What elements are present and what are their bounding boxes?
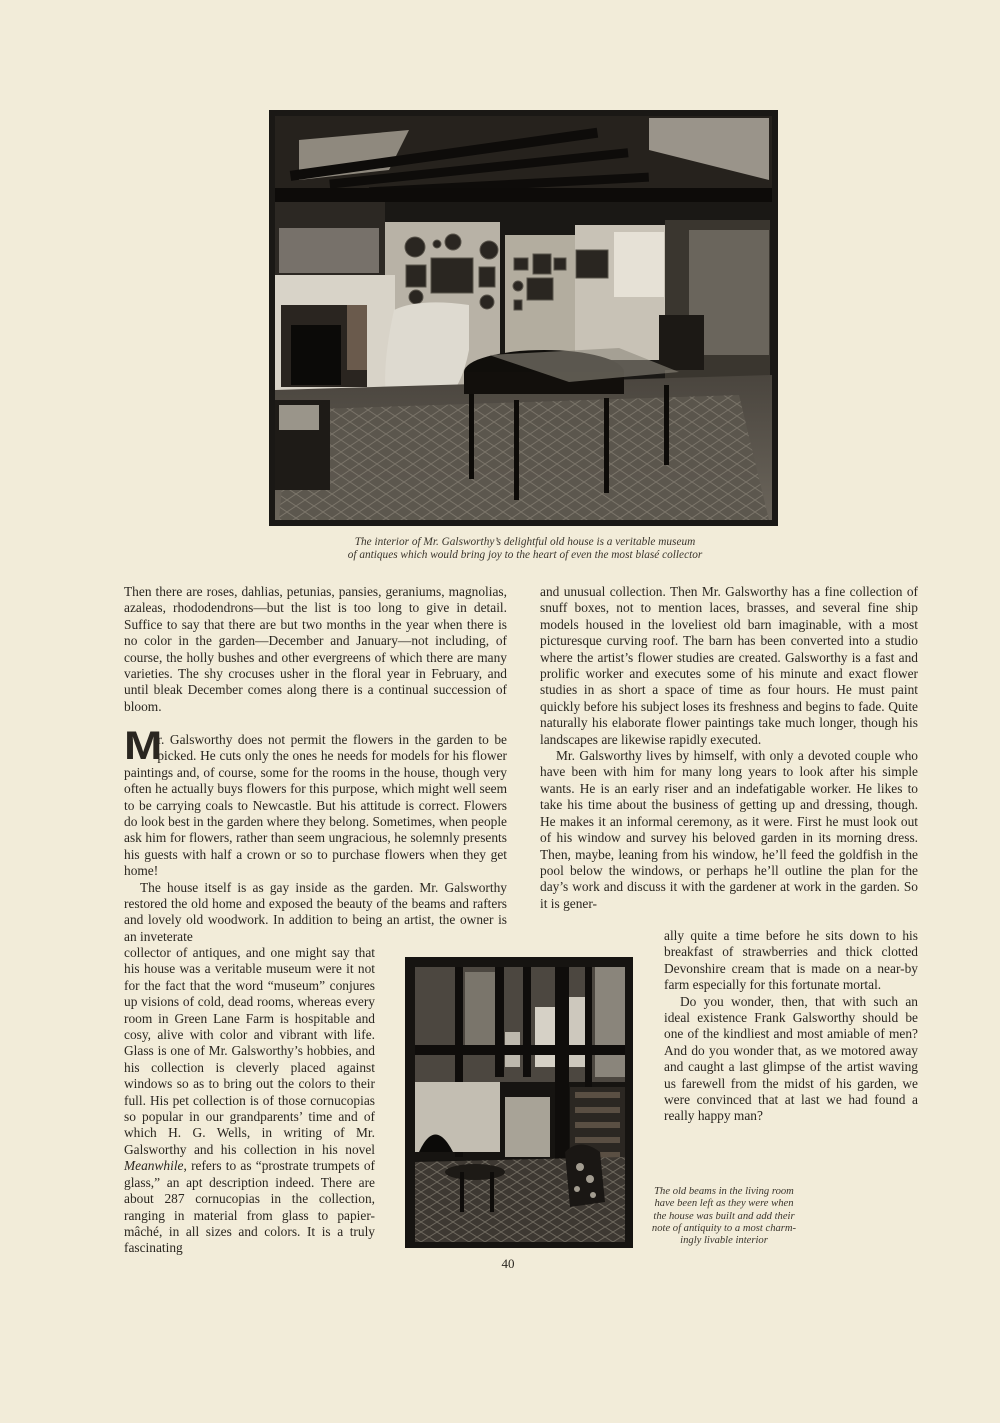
interior-room-illustration [269, 110, 778, 526]
living-room-illustration [405, 957, 633, 1248]
page-number: 40 [501, 1256, 515, 1271]
drop-cap: M [124, 724, 162, 768]
article-paragraph: and unusual collection. Then Mr. Galsworthy has a fine collection of snuff boxes, not to mention laces, brasses, and several fine ship models housed in the loveliest old barn imaginable, with a most picturesque curving roof. The barn has been converted into a studio where the artist’s flower studies are created. Galsworthy is a fast and prolific worker and executes some of his minute and exact flower studies in as short a space of time as four hours. He must paint quickly before his subject loses its freshness and begins to fade. Quite naturally his elaborate flower paintings take much longer, though his landscapes are likewise rapidly executed. [540, 584, 918, 747]
top-photo-caption [270, 536, 780, 562]
paragraph-text: r. Galsworthy does not permit the flowers in the garden to be picked. He cuts only the ones he needs for models for his flower paintings and, of course, some for the rooms in the house, though very often he actually buys flowers for this purpose, which might well seem to be carrying coals to Newcastle. But his attitude is correct. Flowers do look best in the garden where they belong. Sometimes, when people ask him for flowers, rather than seem ungracious, he solemnly presents his guests with half a crown or so to purchase flowers when they get home! [124, 732, 507, 879]
caption-line: ingly livable interior [680, 1235, 768, 1247]
article-column-left-narrow [124, 945, 375, 1257]
article-paragraph [124, 724, 507, 880]
caption-line: The interior of Mr. Galsworthy’s delightful old house is a veritable museum [354, 536, 696, 548]
interior-room-photo [269, 110, 778, 526]
caption-line: the house was built and add their [653, 1210, 795, 1222]
article-paragraph: The house itself is as gay inside as the garden. Mr. Galsworthy restored the old home and exposed the beauty of the beams and rafters and lovely old woodwork. In addition to being an artist, the owner is an inveterate [124, 879, 507, 944]
paragraph-text: collector of antiques, and one might say that his house was a veritable museum were it not for the fact that the word “museum” conjures up visions of cold, dead rooms, whereas every room in Green Lane Farm is hospitable and cosy, alive with color and vibrant with life. Glass is one of Mr. Galsworthy’s hobbies, and his collection is cleverly placed against windows so as to bring out the colors to their full. His pet collection is of those cornucopias so popular in our grandparents’ time and of which H. G. Wells, in writing of Mr. Galsworthy and his collection in his novel [124, 945, 375, 1157]
article-column-left [124, 584, 507, 715]
caption-line: The old beams in the living room [654, 1186, 794, 1197]
caption-line: note of antiquity to a most charm- [651, 1222, 797, 1234]
bottom-photo-caption [626, 1186, 822, 1247]
article-paragraph: Mr. Galsworthy lives by himself, with only a devoted couple who have been with him for many long years to look after his simple wants. He is an early riser and an indefatigable worker. He likes to take his time about the business of getting up and dressing, though. He makes it an informal ceremony, as it were. First he must look out of his window and survey his beloved garden in its morning dress. Then, maybe, leaning from his window, he’ll feed the goldfish in the pool below the windows, or perhaps he’ll outline the plan for the day’s work and discuss it with the gardener at work in the garden. So it is gener- [540, 748, 918, 911]
paragraph-text: , refers to as “prostrate trumpets of glass,” an apt description indeed. There are about 287 cornucopias in the collection, ranging in material from glass to papier-mâché, in all sizes and colors. It is a truly fascinating [124, 1158, 375, 1256]
article-paragraph: ally quite a time before he sits down to his breakfast of strawberries and thick clotted Devonshire cream that is made on a near-by farm especially for this fortunate mortal. [664, 928, 918, 993]
article-column-right-narrow [664, 928, 918, 1125]
novel-title: Meanwhile [124, 1158, 184, 1174]
article-paragraph [124, 945, 375, 1257]
caption-line: have been left as they were when [654, 1198, 794, 1210]
caption-line: of antiques which would bring joy to the heart of even the most blasé collector [347, 549, 703, 561]
article-paragraph: Then there are roses, dahlias, petunias, pansies, geraniums, magnolias, azaleas, rhododendrons—but the list is too long to give in detail. Suffice to say that there are but two months in the year when there is no color in the garden—December and January—not including, of course, the holly bushes and other evergreens of which there are many varieties. The shy crocuses usher in the floral year in February, and until bleak December comes along there is a continual succession of bloom. [124, 584, 507, 714]
living-room-beams-photo [405, 957, 633, 1248]
article-column-left-continued [124, 724, 507, 945]
article-paragraph: Do you wonder, then, that with such an ideal existence Frank Galsworthy should be one of the kindliest and most amiable of men? And do you wonder that, as we motored away and caught a last glimpse of the artist waving us farewell from the midst of his garden, we were convinced that at last we had found a really happy man? [664, 993, 918, 1124]
article-column-right [540, 584, 918, 912]
